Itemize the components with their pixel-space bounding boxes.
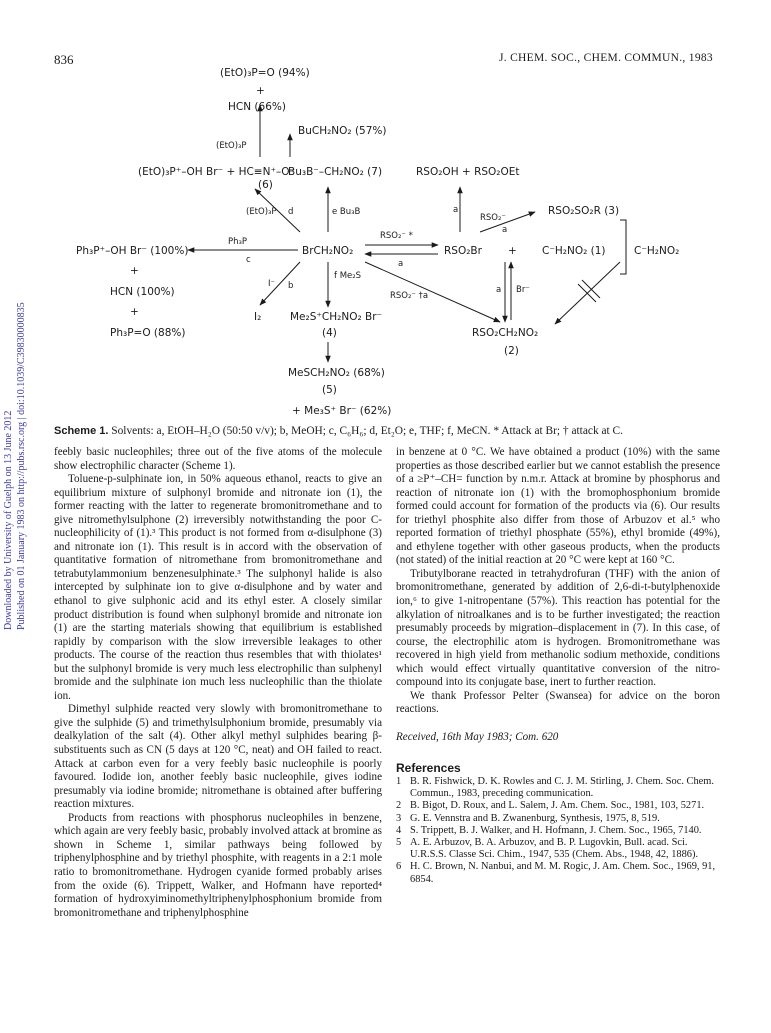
scheme-eto3po: (EtO)₃P=O (94%) <box>220 67 310 79</box>
reference-item <box>396 825 720 837</box>
scheme-ph3p-oh: Ph₃P⁺–OH Br⁻ (100%) <box>76 245 189 257</box>
reference-number: 4 <box>396 824 402 836</box>
scheme-f: f Me₂S <box>334 271 362 281</box>
reference-text: B. Bigot, D. Roux, and L. Salem, J. Am. Chem. Soc., 1981, 103, 5271. <box>410 800 705 812</box>
reaction-scheme <box>60 62 720 432</box>
scheme-ch2no2-1: C⁻H₂NO₂ (1) <box>542 245 606 257</box>
scheme-hcn100: HCN (100%) <box>110 286 175 298</box>
scheme-sulfonium: Me₂S⁺CH₂NO₂ Br⁻ <box>290 311 383 323</box>
scheme-plus-c: + <box>130 265 139 277</box>
scheme-n2: (2) <box>504 345 519 357</box>
scheme-rso2oh: RSO₂OH + RSO₂OEt <box>416 166 520 178</box>
reference-item <box>396 813 720 825</box>
scheme-c: c <box>246 255 251 265</box>
page-number: 836 <box>54 52 74 67</box>
reference-item <box>396 776 720 800</box>
references-heading: References <box>396 761 461 776</box>
scheme-d: d <box>288 207 294 217</box>
scheme-plus-d: + <box>130 306 139 318</box>
scheme-i-minus: I⁻ <box>268 279 275 289</box>
left-paragraph: Toluene-p-sulphinate ion, in 50% aqueous ethanol, reacts to give an equilibrium mixture of sulphonyl bromide and nitronate ion (1), the former reacting with the latter to regenerate bromonitromethane and to give nitromethylsulphone (2) irreversibly notwithstanding the poor C-nucleophilicity of (1).³ This product is not formed from α-disulphone (3) and nitronate ion (1). This result is in accord with the observation of quantitative formation of nitromethane from bromonitromethane and tetrabutylammonium benzenesulphinate.³ The sulphonyl halide is also intercepted by sulphinate ion to give α-disulphone and by water and ethanol to give sulphonic acid and its ethyl ester. A closely similar product distribution is found when sulphonyl bromide and nitronate ion (1) are the starting materials showing that equilibrium is established rapidly by comparison with the slow irreversible leakages to other products. The course of the reaction thus resembles that with thiolates¹ but the sulphonyl bromide is very much less electrophilic than sulphenyl bromide and the sulphinate ion much less nucleophilic than the thiolate ion. <box>54 473 382 702</box>
scheme-rso2minus: RSO₂⁻ <box>480 213 506 223</box>
received-line: Received, 16th May 1983; Com. 620 <box>396 730 559 743</box>
scheme-me3s: + Me₃S⁺ Br⁻ (62%) <box>292 405 392 417</box>
right-column <box>396 446 720 886</box>
scheme-n6: (6) <box>258 179 273 191</box>
running-head: J. CHEM. SOC., CHEM. COMMUN., 1983 <box>498 52 713 64</box>
scheme-rso2so2r: RSO₂SO₂R (3) <box>548 205 620 217</box>
scheme-plus-a: + <box>256 85 265 97</box>
caption-label: Scheme 1. <box>54 425 109 437</box>
reference-number: 5 <box>396 837 402 849</box>
arrow-b <box>260 262 300 305</box>
reference-number: 2 <box>396 800 402 812</box>
reference-item <box>396 861 720 885</box>
right-paragraph: in benzene at 0 °C. We have obtained a product (10%) with the same properties as those described earlier but we cannot establish the presence of a ≥P⁺–CH= function by n.m.r. Attack at bromine by phosphorus and reaction of nitronate ion (1) with the bromophosphonium bromide formed could account for formation of the products via (6). Our results for triethyl phosphite also differ from those of Arbuzov et al.⁵ who reported formation of triethyl phosphate (55%), ethyl bromide (49%), and ethylene together with other gaseous products, when the products (not stated) of the initial reaction at 20 °C were kept at 160 °C. <box>396 446 720 567</box>
scheme-ch2no2: C⁻H₂NO₂ <box>634 245 680 257</box>
scheme-rso2star: RSO₂⁻ * <box>380 231 413 241</box>
arrow-attack-c <box>365 262 500 322</box>
reference-number: 3 <box>396 812 402 824</box>
scheme-ph3p: Ph₃P <box>228 237 248 247</box>
right-paragraph: We thank Professor Pelter (Swansea) for advice on the boron reactions. <box>396 689 720 716</box>
scheme-n5: (5) <box>322 384 337 396</box>
reference-text: S. Trippett, B. J. Walker, and H. Hofmann, J. Chem. Soc., 1965, 7140. <box>410 824 702 836</box>
reference-number: 6 <box>396 861 402 873</box>
left-paragraph: Products from reactions with phosphorus nucleophiles in benzene, which again are very feebly basic, probably involved attack at bromine as shown in Scheme 1, similar pathways being followed by triphenylphosphine and by triethyl phosphite, with reagents in a 2:1 mole ratio to bromonitromethane. Hydrogen cyanide formed probably arises from the oxide (6). Trippett, Walker, and Hofmann have reported⁴ formation of hydroxyiminomethyltriphenylphosphonium bromide from bromonitromethane and triphenylphosphine <box>54 811 382 919</box>
left-paragraph: Dimethyl sulphide reacted very slowly with bromonitromethane to give the sulphide (5) and trimethylsulphonium bromide, presumably via dealkylation of the salt (4). Other alkyl methyl sulphides bearing β-substituents such as CN (5 days at 120 °C, neat) and OH failed to react. Attack at carbon even for a very feebly basic nucleophile is poorly favoured. Iodide ion, another feebly basic nucleophile, gives iodine presumably via iodine bromide; nitromethane is obtained after buffering reaction mixtures. <box>54 703 382 811</box>
references-list <box>396 776 720 886</box>
scheme-brch2no2: BrCH₂NO₂ <box>302 245 354 257</box>
reference-text: B. R. Fishwick, D. K. Rowles and C. J. M. Stirling, J. Chem. Soc. Chem. Commun., 1983, preceding communication. <box>410 776 714 800</box>
scheme-n4: (4) <box>322 327 337 339</box>
left-paragraph: feebly basic nucleophiles; three out of the five atoms of the molecule show electrophilic character (Scheme 1). <box>54 446 382 472</box>
scheme-borate: Bu₃B⁻–CH₂NO₂ (7) <box>288 166 383 178</box>
scheme-hcn66: HCN (66%) <box>228 101 286 113</box>
watermark-line-download: Downloaded by University of Guelph on 13 June 2012 <box>3 410 14 630</box>
scheme-e: e Bu₃B <box>332 207 361 217</box>
bracket <box>620 220 626 274</box>
scheme-rso2dagger: RSO₂⁻ †a <box>390 291 429 301</box>
reference-number: 1 <box>396 776 402 788</box>
watermark-line-doi: Published on 01 January 1983 on http://pubs.rsc.org | doi:10.1039/C39830000835 <box>16 302 27 630</box>
download-watermark <box>0 200 30 640</box>
scheme-phosphonium: (EtO)₃P⁺–OH Br⁻ + HC≡N⁺–O⁻ <box>138 166 296 178</box>
scheme-plus-b: + <box>508 245 517 257</box>
scheme-a3: a <box>398 259 404 269</box>
right-paragraph: Tributylborane reacted in tetrahydrofuran (THF) with the anion of bromonitromethane, generated by addition of 2,6-di-t-butylphenoxide ion,⁶ to give 1-nitropentane (57%). This reaction has potential for the alkylation of nitroalkanes and is to be further investigated; the reaction presumably proceeds by migration–displacement in (7). In this case, of course, the electrophilic atom is hydrogen. Bromonitromethane was recovered in high yield from methanolic sodium methoxide, conditions which would effect virtually quantitative conversion of the nitro-compound into its conjugate base, inert to further reaction. <box>396 567 720 689</box>
reference-item <box>396 837 720 861</box>
scheme-eto3p-a: (EtO)₃P <box>216 141 247 151</box>
scheme-a-br: a <box>496 285 502 295</box>
reference-item <box>396 800 720 812</box>
reference-text: G. E. Vennstra and B. Zwanenburg, Synthesis, 1975, 8, 519. <box>410 812 660 824</box>
scheme-eto3p-d: (EtO)₃P <box>246 207 277 217</box>
caption-text: Solvents: a, EtOH–H₂O (50:50 v/v); b, MeOH; c, C₆H₆; d, Et₂O; e, THF; f, MeCN. * Attack at Br; † attack at C. <box>108 425 624 437</box>
scheme-caption <box>54 424 718 438</box>
scheme-b: b <box>288 281 294 291</box>
scheme-rso2ch2no2: RSO₂CH₂NO₂ <box>472 327 539 339</box>
reference-text: H. C. Brown, N. Nanbui, and M. M. Rogic, J. Am. Chem. Soc., 1969, 91, 6854. <box>410 861 716 885</box>
scheme-buch2no2: BuCH₂NO₂ (57%) <box>298 125 387 137</box>
scheme-br-minus: Br⁻ <box>516 285 530 295</box>
scheme-a1: a <box>453 205 459 215</box>
scheme-ph3po: Ph₃P=O (88%) <box>110 327 186 339</box>
reference-text: A. E. Arbuzov, B. A. Arbuzov, and B. P. Lugovkin, Bull. acad. Sci. U.R.S.S. Classe Sci. Chim., 1947, 535 (Chem. Abs., 1948, 42, 1886). <box>410 837 699 861</box>
scheme-mesch2no2: MeSCH₂NO₂ (68%) <box>288 367 385 379</box>
scheme-rso2br: RSO₂Br <box>444 245 482 257</box>
scheme-i2: I₂ <box>254 311 262 323</box>
scheme-a2: a <box>502 225 508 235</box>
left-column <box>54 446 382 920</box>
